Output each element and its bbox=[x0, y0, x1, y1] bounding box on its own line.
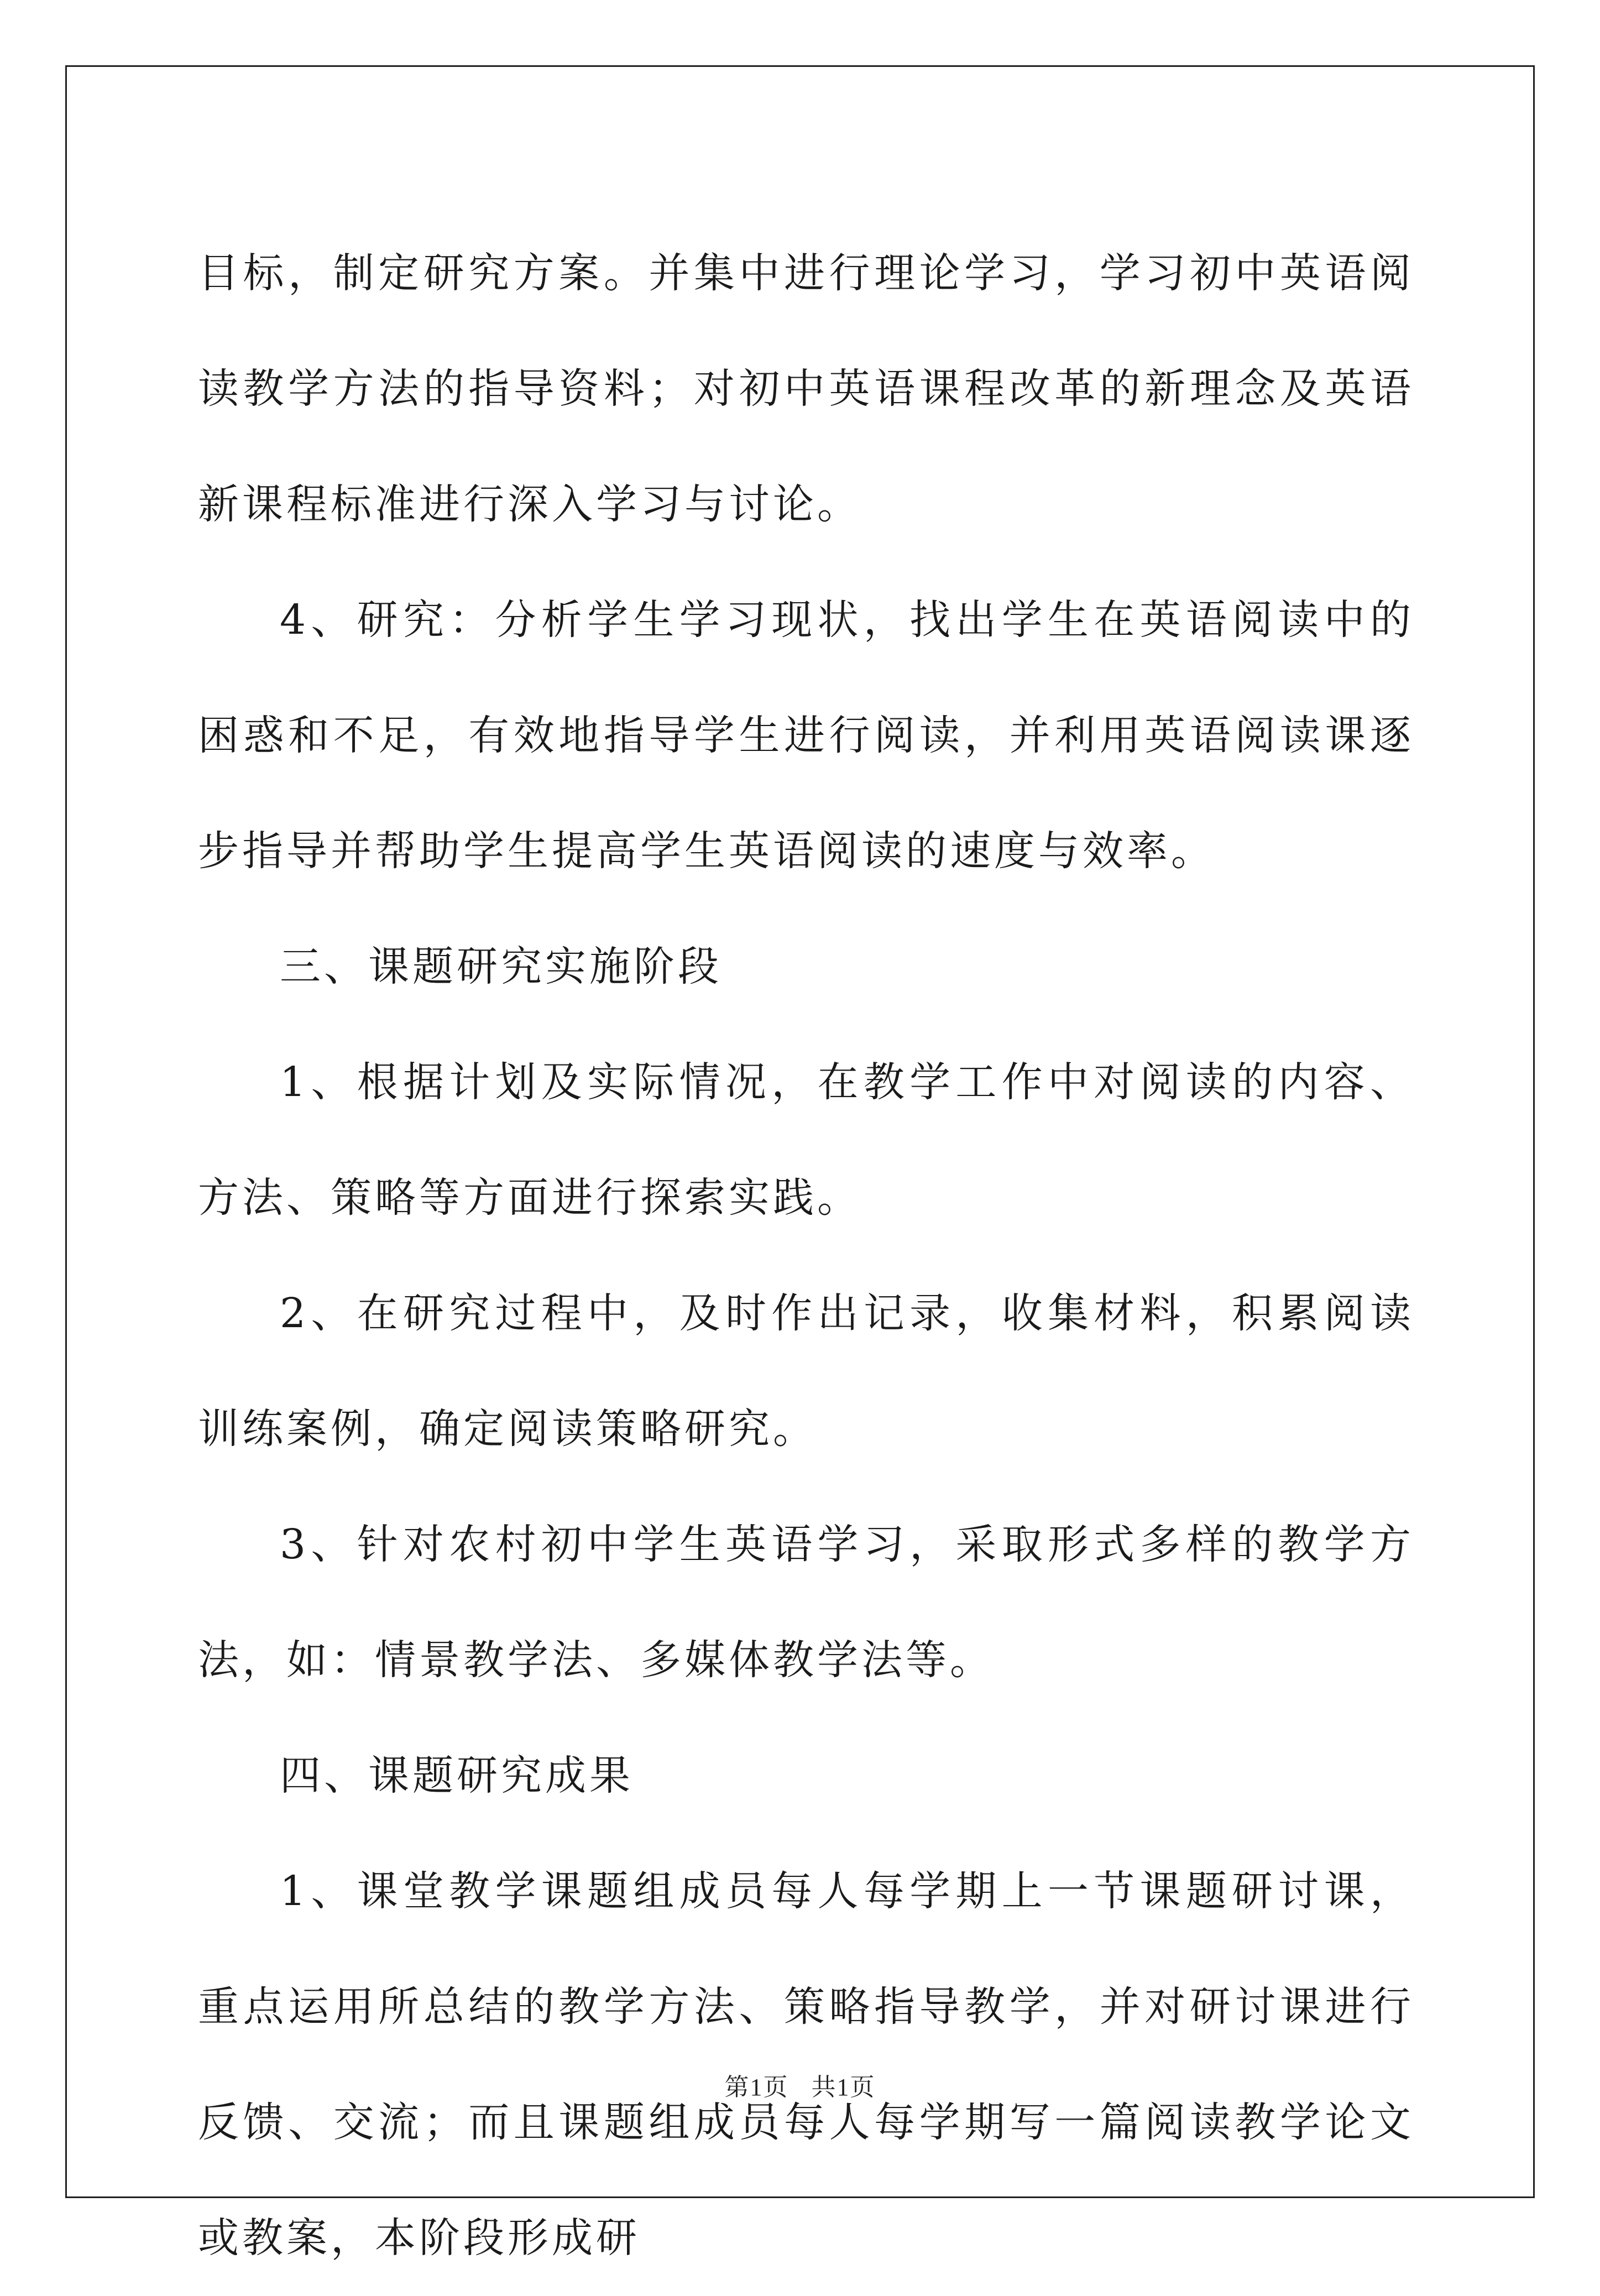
paragraph-4: 1、根据计划及实际情况，在教学工作中对阅读的内容、方法、策略等方面进行探索实践。 bbox=[198, 1058, 1414, 1222]
document-body bbox=[198, 216, 1414, 2296]
paragraph-6: 3、针对农村初中学生英语学习，采取形式多样的教学方法，如：情景教学法、多媒体教学法等。 bbox=[198, 1521, 1414, 1684]
section-heading-3: 三、课题研究实施阶段 bbox=[280, 943, 722, 990]
paragraph-8: 1、课堂教学课题组成员每人每学期上一节课题研讨课，重点运用所总结的教学方法、策略指导教学，并对研讨课进行反馈、交流；而且课题组成员每人每学期写一篇阅读教学论文或教案，本阶段形成研 bbox=[198, 1867, 1414, 2262]
paragraph-2: 4、研究：分析学生学习现状，找出学生在英语阅读中的困惑和不足，有效地指导学生进行阅读，并利用英语阅读课逐步指导并帮助学生提高学生英语阅读的速度与效率。 bbox=[198, 596, 1414, 875]
page-number: 第1页 bbox=[724, 2074, 789, 2101]
paragraph-5: 2、在研究过程中，及时作出记录，收集材料，积累阅读训练案例，确定阅读策略研究。 bbox=[198, 1290, 1414, 1453]
paragraph-1: 目标，制定研究方案。并集中进行理论学习，学习初中英语阅读教学方法的指导资料；对初中英语课程改革的新理念及英语新课程标准进行深入学习与讨论。 bbox=[198, 249, 1414, 528]
page-total: 共1页 bbox=[811, 2074, 876, 2101]
page-footer bbox=[0, 2067, 1600, 2102]
section-heading-4: 四、课题研究成果 bbox=[280, 1752, 634, 1799]
